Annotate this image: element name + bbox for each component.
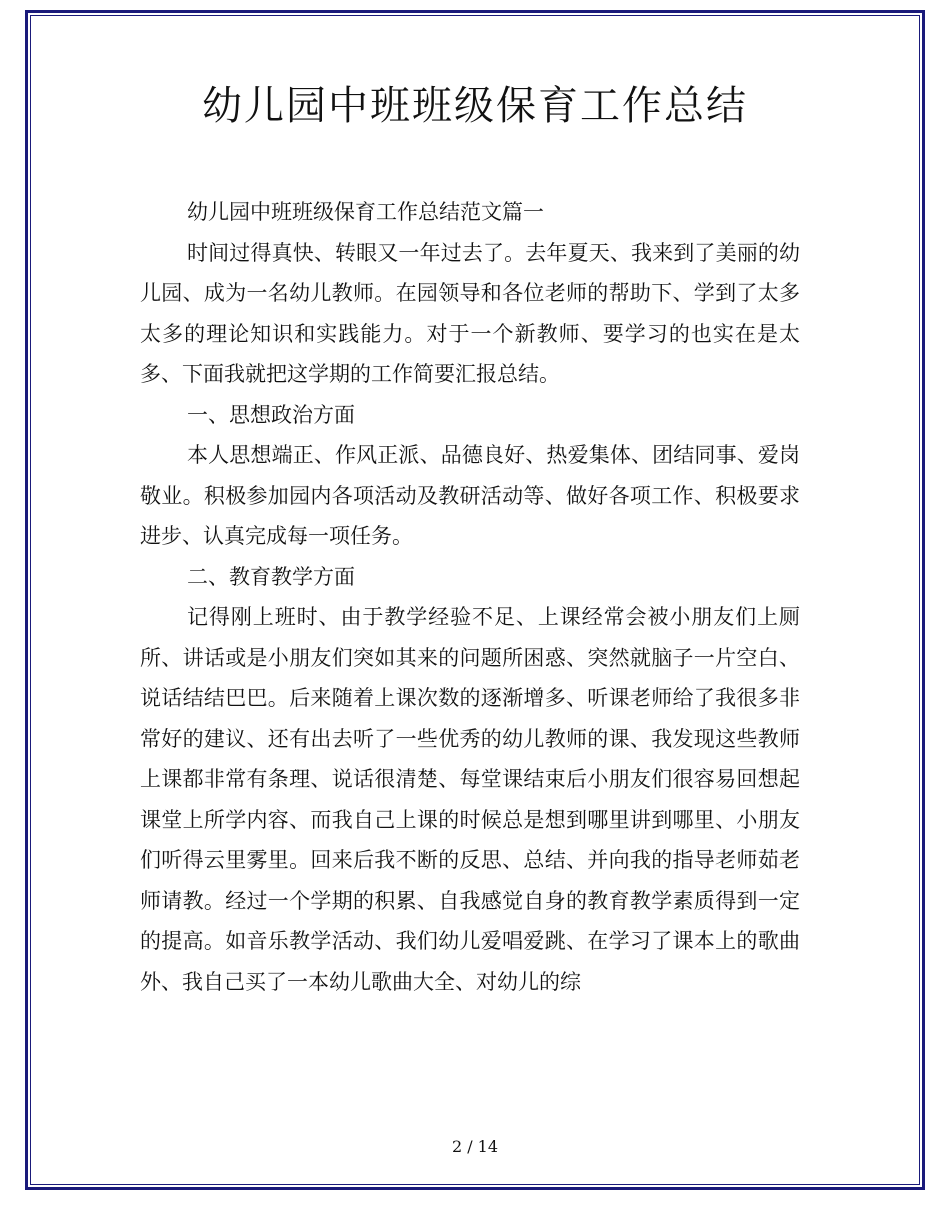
document-title: 幼儿园中班班级保育工作总结 bbox=[202, 83, 748, 129]
paragraph-politics: 本人思想端正、作风正派、品德良好、热爱集体、团结同事、爱岗敬业。积极参加园内各项活动及教研活动等、做好各项工作、积极要求进步、认真完成每一项任务。 bbox=[140, 443, 800, 548]
paragraph-subtitle: 幼儿园中班班级保育工作总结范文篇一 bbox=[187, 200, 544, 224]
page-number: 2 / 14 bbox=[451, 1137, 499, 1156]
section-heading-teaching: 二、教育教学方面 bbox=[187, 564, 355, 589]
section-heading-politics: 一、思想政治方面 bbox=[187, 402, 355, 427]
paragraph-intro: 时间过得真快、转眼又一年过去了。去年夏天、我来到了美丽的幼儿园、成为一名幼儿教师。在园领导和各位老师的帮助下、学到了太多太多的理论知识和实践能力。对于一个新教师、要学习的也实在是太多、下面我就把这学期的工作简要汇报总结。 bbox=[140, 240, 800, 386]
document-body bbox=[140, 192, 800, 1002]
paragraph-teaching: 记得刚上班时、由于教学经验不足、上课经常会被小朋友们上厕所、讲话或是小朋友们突如其来的问题所困惑、突然就脑子一片空白、说话结结巴巴。后来随着上课次数的逐渐增多、听课老师给了我很多非常好的建议、还有出去听了一些优秀的幼儿教师的课、我发现这些教师上课都非常有条理、说话很清楚、每堂课结束后小朋友们很容易回想起课堂上所学内容、而我自己上课的时候总是想到哪里讲到哪里、小朋友们听得云里雾里。回来后我不断的反思、总结、并向我的指导老师茹老师请教。经过一个学期的积累、自我感觉自身的教育教学素质得到一定的提高。如音乐教学活动、我们幼儿爱唱爱跳、在学习了课本上的歌曲外、我自己买了一本幼儿歌曲大全、对幼儿的综 bbox=[140, 605, 800, 994]
